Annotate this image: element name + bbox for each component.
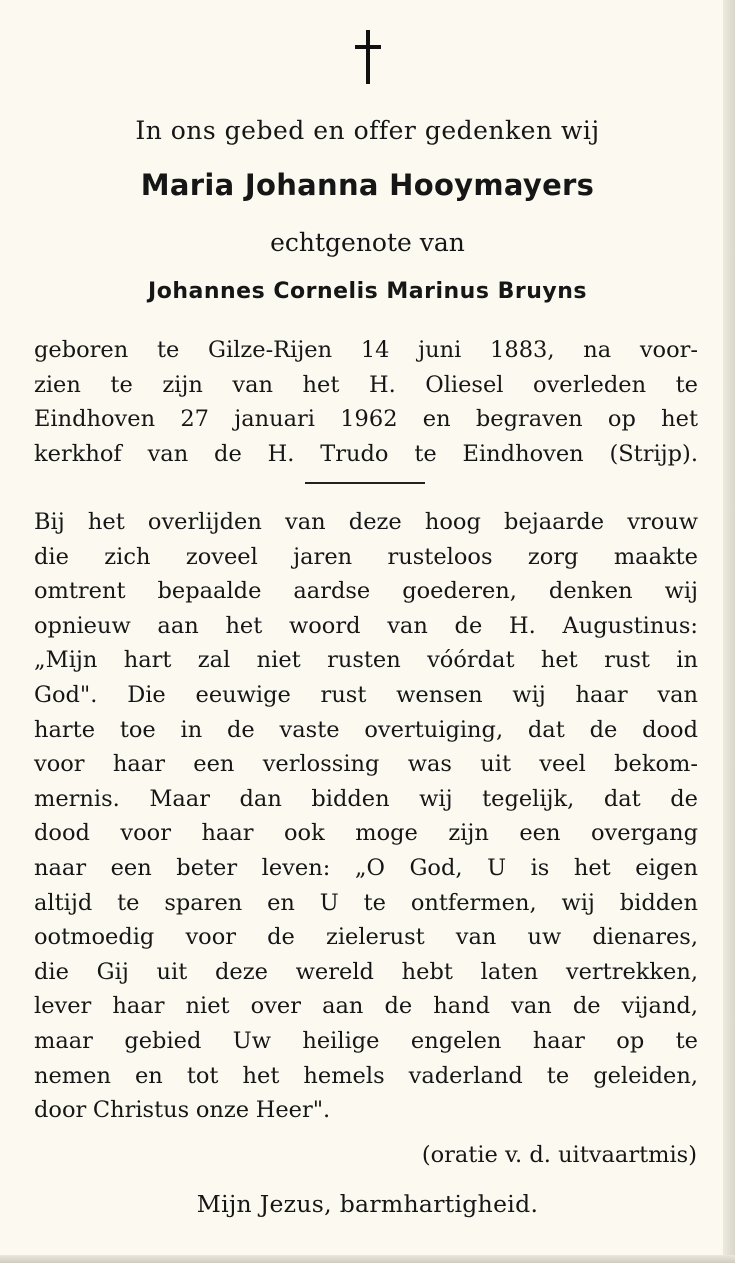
- prayer-line: Bij het overlijden van deze hoog bejaarde vrouw: [34, 509, 698, 535]
- card-edge-shadow: [723, 0, 735, 1263]
- prayer-line: maar gebied Uw heilige engelen haar op te: [34, 1027, 698, 1054]
- deceased-name: Maria Johanna Hooymayers: [140, 168, 595, 202]
- prayer-line: ootmoedig voor de zielerust van uw dienares,: [34, 924, 698, 951]
- prayer-line: voor haar een verlossing was uit veel bekom-: [34, 751, 698, 778]
- prayer-line: altijd te sparen en U te ontfermen, wij bidden: [34, 889, 698, 916]
- prayer-line: nemen en tot het hemels vaderland te geleiden,: [34, 1062, 698, 1089]
- biography-line: Eindhoven 27 januari 1962 en begraven op het: [34, 406, 698, 433]
- intro-text: In ons gebed en offer gedenken wij: [135, 116, 600, 145]
- card-edge-shadow: [0, 1255, 735, 1263]
- prayer-line: die zich zoveel jaren rusteloos zorg maakte: [34, 543, 698, 570]
- prayer-line: God". Die eeuwige rust wensen wij haar van: [34, 681, 698, 708]
- biography-line: kerkhof van de H. Trudo te Eindhoven (Strijp).: [34, 440, 698, 467]
- attribution: (oratie v. d. uitvaartmis): [421, 1142, 697, 1168]
- prayer-line: naar een beter leven: „O God, U is het eigen: [34, 854, 698, 881]
- closing-prayer: Mijn Jezus, barmhartigheid.: [196, 1190, 539, 1218]
- prayer-line: omtrent bepaalde aardse goederen, denken wij: [34, 578, 698, 605]
- prayer-paragraph: [34, 505, 698, 1128]
- divider: [305, 482, 425, 484]
- prayer-line: dood voor haar ook moge zijn een overgang: [34, 820, 698, 847]
- biography-line: geboren te Gilze-Rijen 14 juni 1883, na voor-: [34, 337, 698, 363]
- prayer-line: lever haar niet over aan de hand van de vijand,: [34, 993, 698, 1020]
- prayer-line: mernis. Maar dan bidden wij tegelijk, dat de: [34, 785, 698, 812]
- prayer-line: „Mijn hart zal niet rusten vóórdat het rust in: [34, 647, 698, 674]
- spouse-name: Johannes Cornelis Marinus Bruyns: [148, 279, 587, 304]
- prayer-line: door Christus onze Heer".: [34, 1097, 331, 1124]
- spouse-label: echtgenote van: [270, 228, 465, 257]
- prayer-line: opnieuw aan het woord van de H. Augustinus:: [34, 612, 698, 639]
- prayer-line: harte toe in de vaste overtuiging, dat de dood: [34, 716, 698, 743]
- biography-line: zien te zijn van het H. Oliesel overleden te: [34, 371, 698, 398]
- biography-paragraph: [34, 333, 698, 471]
- prayer-line: die Gij uit deze wereld hebt laten vertrekken,: [34, 958, 698, 985]
- cross-icon: [0, 28, 735, 88]
